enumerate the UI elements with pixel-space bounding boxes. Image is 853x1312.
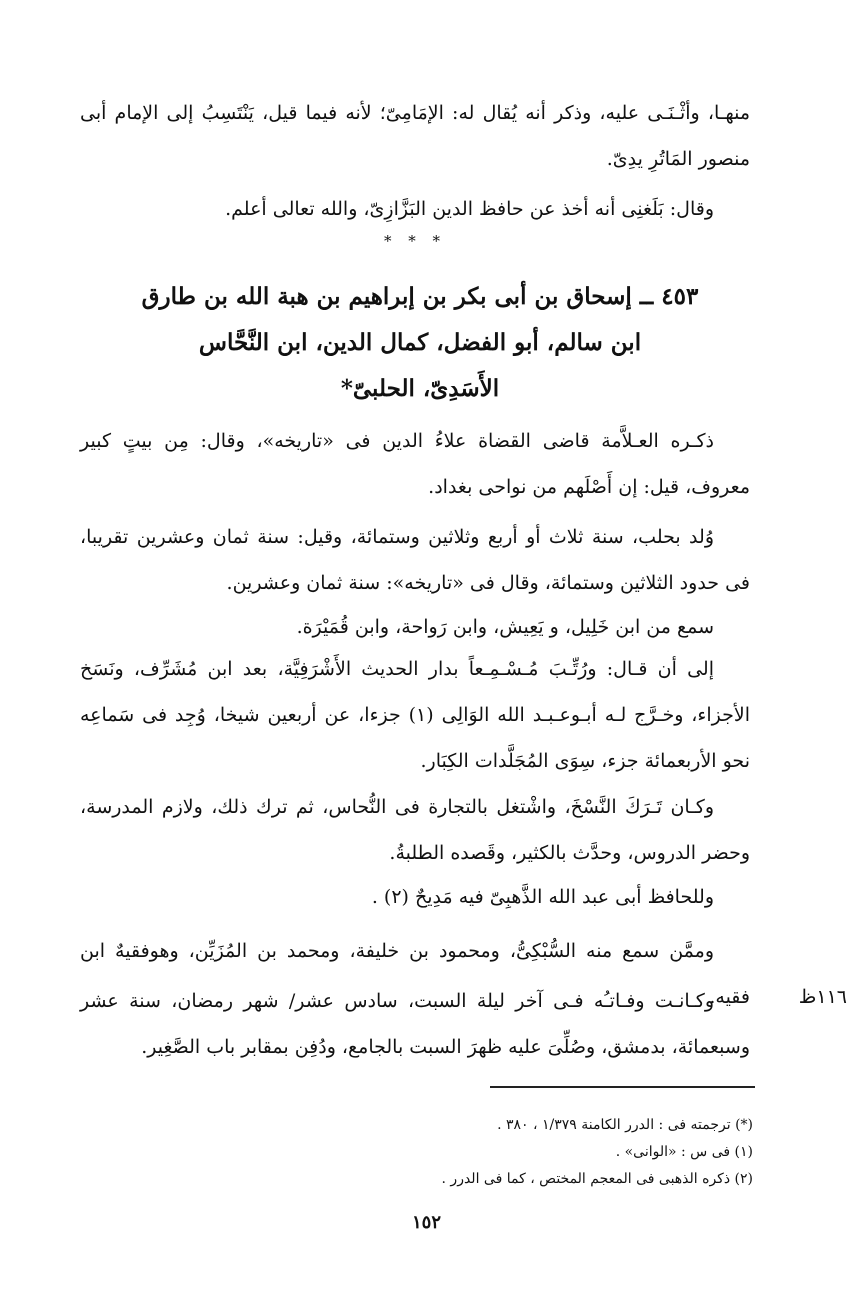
- entry-heading-line: ابن سالم، أبو الفضل، كمال الدين، ابن النَّحَّاس: [198, 329, 642, 356]
- footnotes: [300, 1112, 753, 1193]
- intro-paragraph-text: منهـا، وأثْـنَـى عليه، وذكر أنه يُقال له: الإمَامِىّ؛ لأنه فيما قيل، يَنْتَسِبُ إلى الإمام أبى منصور المَاتُرِ يدِىّ.: [80, 102, 750, 170]
- entry-paragraph: [80, 978, 750, 1070]
- entry-paragraph: [80, 604, 750, 650]
- separator-stars: * * *: [383, 232, 447, 250]
- entry-heading-line: الأَسَدِىّ، الحلبىّ*: [340, 375, 500, 402]
- intro-paragraph-text: وقال: بَلَغنِى أنه أخذ عن حافظ الدين البَزَّازِىّ، والله تعالى أعلم.: [225, 198, 714, 220]
- intro-paragraph: [80, 90, 750, 182]
- entry-paragraph-text: وممَّن سمع منه السُّبْكِىُّ، ومحمود بن خليفة، ومحمد بن المُزَيِّن، وهوفقيهٌ ابن فقيه.: [80, 940, 750, 1008]
- entry-paragraph-text: ذكـره العـلاَّمة قاضى القضاة علاءُ الدين فى «تاريخه»، وقال: مِن بيتٍ كبير معروف، قيل: إن أَصْلَهم من نواحى بغداد.: [80, 430, 750, 498]
- entry-paragraph-text: وكـانـت وفـاتـُه فـى آخر ليلة السبت، سادس عشر/ شهر رمضان، سنة عشر وسبعمائة، بدمشق، وصُلِّىَ عليه ظهرَ السبت بالجامع، ودُفِن بمقابر باب الصَّغِير.: [80, 990, 750, 1058]
- entry-heading-line: ٤٥٣ ــ إسحاق بن أبى بكر بن إبراهيم بن هبة الله بن طارق: [141, 283, 699, 310]
- intro-paragraph: [80, 186, 750, 232]
- entry-paragraph-text: وُلد بحلب، سنة ثلاث أو أربع وثلاثين وستمائة، وقيل: سنة ثمان وعشرين تقريبا، فى حدود الثلاثين وستمائة، وقال فى «تاريخه»: سنة ثمان وعشرين.: [80, 526, 750, 594]
- entry-paragraph: [80, 646, 750, 784]
- footnote: (٢) ذكره الذهبى فى المعجم المختص ، كما فى الدرر .: [441, 1171, 753, 1187]
- entry-paragraph: [80, 784, 750, 876]
- section-separator: [150, 232, 680, 250]
- entry-paragraph-text: وكـان تَـرَكَ النَّسْخَ، واشْتغل بالتجارة فى النُّحاس، ثم ترك ذلك، ولازم المدرسة، وحضر الدروس، وحدَّث بالكثير، وقَصده الطلبةُ.: [80, 796, 750, 864]
- marginal-folio-note: ١١٦ظ: [798, 986, 847, 1008]
- footnote-divider: [490, 1086, 755, 1088]
- entry-paragraph-text: سمع من ابن خَلِيل، و يَعِيش، وابن رَواحة، وابن قُمَيْرَة.: [296, 616, 714, 638]
- entry-paragraph-text: وللحافظ أبى عبد الله الذَّهبِىّ فيه مَدِيحٌ (٢) .: [371, 886, 714, 908]
- entry-heading: [140, 274, 700, 412]
- footnote: (*) ترجمته فى : الدرر الكامنة ١/٣٧٩ ، ٣٨٠ .: [497, 1117, 753, 1133]
- entry-paragraph-text: إلى أن قـال: ورُتِّـبَ مُـسْـمِـعاً بدار الحديث الأَشْرَفِيَّة، بعد ابن مُشَرِّف، ونَسَخ الأجزاء، وخـرَّج لـه أبـوعـبـد الله الوَالِى (١) جزءا، عن أربعين شيخا، وُجِد فى سَماعِه نحو الأربعمائة جزء، سِوَى المُجَلَّدات الكِبَار.: [80, 658, 750, 772]
- footnote: (١) فى س : «الوانى» .: [615, 1144, 753, 1160]
- entry-paragraph: [80, 514, 750, 606]
- page-number: ١٥٢: [411, 1212, 441, 1233]
- entry-paragraph: [80, 874, 750, 920]
- entry-paragraph: [80, 418, 750, 510]
